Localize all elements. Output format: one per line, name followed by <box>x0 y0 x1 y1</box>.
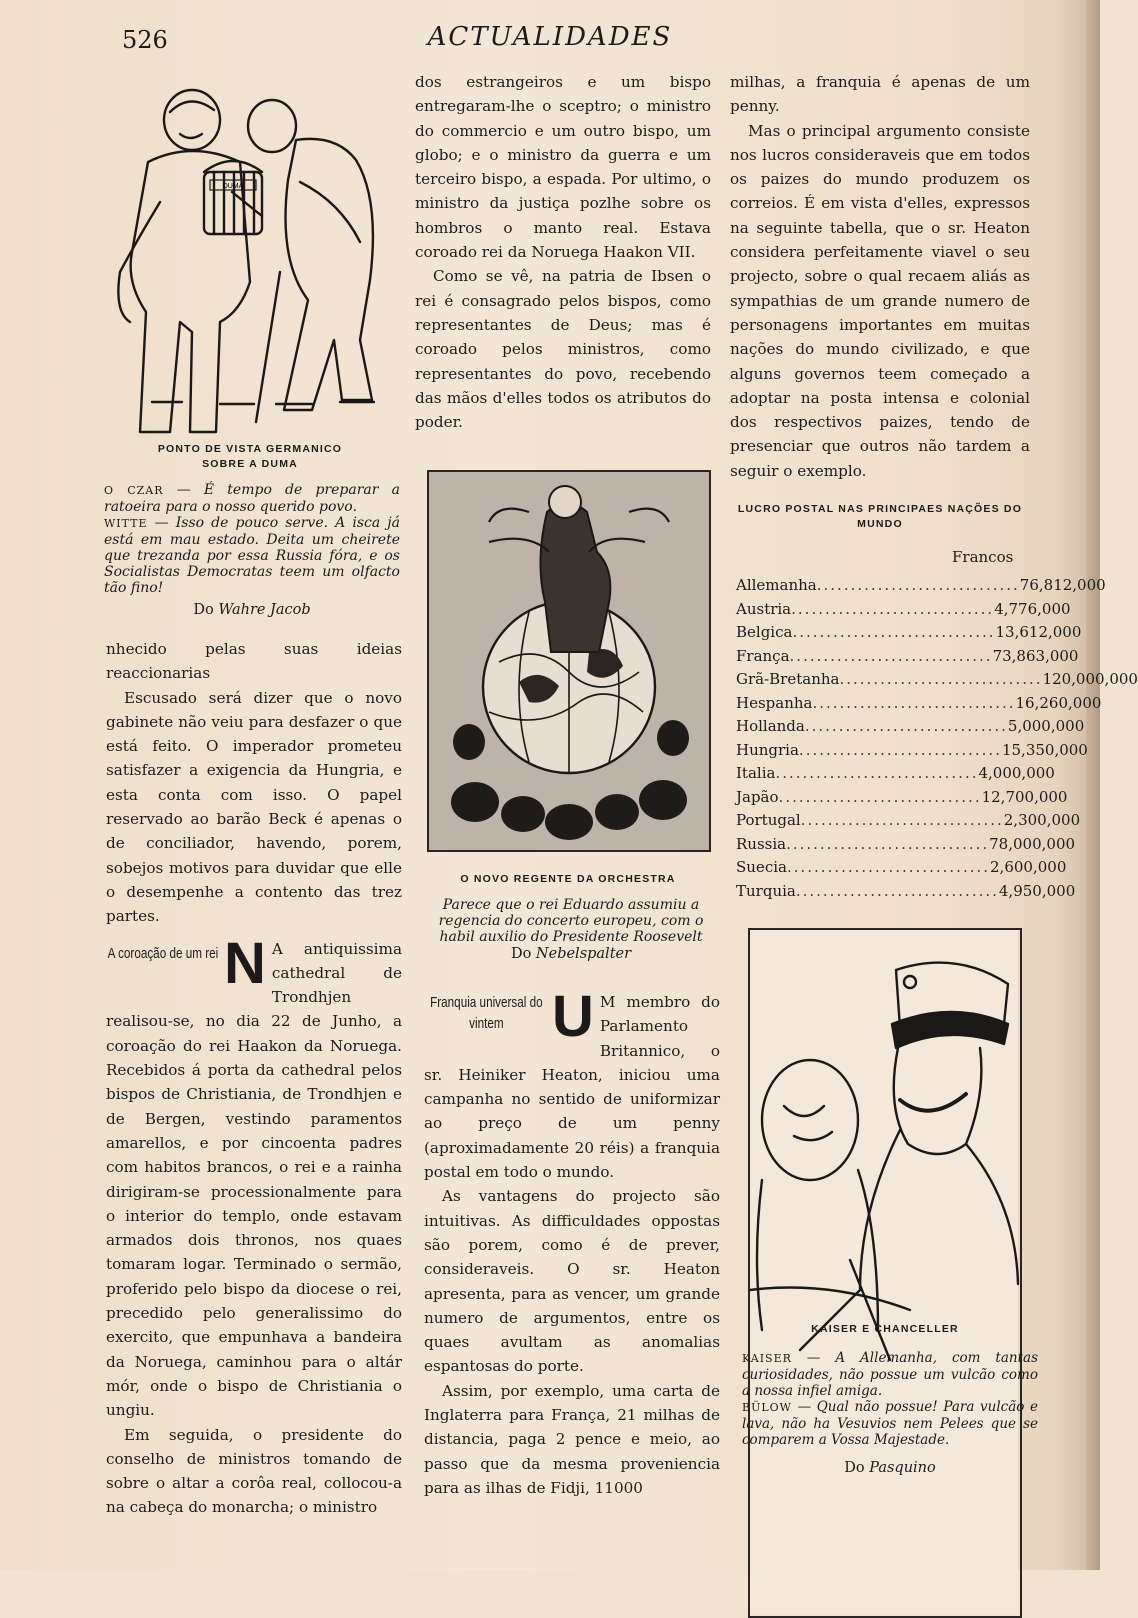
col1-paragraph-1: nhecido pelas suas ideias reaccionarias <box>106 640 402 683</box>
cartoon2-source <box>424 946 718 962</box>
cartoon2-source-prefix: Do <box>510 946 536 962</box>
table-cell-value: 2,600,000 <box>990 858 1067 876</box>
col2-section-franquia <box>424 984 720 1184</box>
table-cell-country: Belgica <box>736 623 793 641</box>
table-cell-value: 120,000,000 <box>1042 670 1138 688</box>
table-leader-dots: .............................. <box>789 646 993 665</box>
col2-section-head: Franquia universal do vintem <box>430 994 543 1032</box>
table-cell-country: Grã-Bretanha <box>736 670 840 688</box>
cartoon1-source-name: Wahre Jacob <box>218 602 311 618</box>
table-cell-country: Hollanda <box>736 717 805 735</box>
column-1-text <box>106 637 402 1520</box>
col2-sidehead-wrap <box>424 990 552 1046</box>
table-cell-country: Italia <box>736 764 776 782</box>
col3-paragraph-1: milhas, a franquia é apenas de um penny. <box>730 73 1030 116</box>
cartoon-orchestra-illustration <box>429 472 709 850</box>
postal-profit-table <box>736 574 1138 903</box>
table-leader-dots: .............................. <box>816 576 1020 594</box>
col2-dropcap: U <box>552 984 594 1049</box>
postal-table-unit: Francos <box>952 548 1014 566</box>
cartoon1-source-prefix: Do <box>193 602 219 618</box>
table-cell-value: 16,260,000 <box>1015 693 1102 712</box>
cartoon3-line-bulow: — Qual não possue! Para vulcão e lava, não ha Vesuvios nem Pelees que se comparem a Vossa Majestade. <box>742 1399 1038 1448</box>
cartoon3-speaker-kaiser: KAISER <box>742 1352 792 1365</box>
table-cell-country: Suecia <box>736 858 787 876</box>
page-spine <box>1086 0 1100 1570</box>
table-row <box>736 809 1081 833</box>
cartoon1-dialogue <box>104 482 400 596</box>
table-leader-dots: .............................. <box>798 740 1002 759</box>
table-cell-value: 76,812,000 <box>1019 576 1106 594</box>
col1-section-coroacao <box>106 930 402 1423</box>
cartoon3-line-kaiser: — A Allemanha, com tantas curiosidades, não possue um vulcão como a nossa infiel amiga. <box>742 1350 1038 1399</box>
table-row <box>736 833 1076 857</box>
table-row <box>736 786 1068 810</box>
table-row <box>736 645 1079 669</box>
table-leader-dots: .............................. <box>786 834 990 853</box>
table-row <box>736 739 1088 763</box>
table-cell-value: 73,863,000 <box>992 646 1079 665</box>
cartoon2-caption: Parece que o rei Eduardo assumiu a regencia do concerto europeu, com o habil auxilio do Presidente Roosevelt <box>438 897 704 945</box>
cartoon1-line-witte: — Isso de pouco serve. A isca já está em mau estado. Deita um cheirete que trezanda por essa Russia fóra, e os Socialistas Democratas teem um olfacto tão fino! <box>104 515 400 596</box>
table-leader-dots: .............................. <box>800 811 1004 829</box>
cartoon2-title: O NOVO REGENTE DA ORCHESTRA <box>460 873 676 885</box>
cartoon3-source-name: Pasquino <box>869 1460 936 1476</box>
table-row <box>736 668 1138 692</box>
col2-paragraph-4: As vantagens do projecto são intuitivas. As difficuldades oppostas são porem, como é de prever, consideraveis. O sr. Heaton apresenta, para as vencer, um grande numero de argumentos, entre os quaes avultam as anomalias espantosas do porte. <box>424 1187 720 1376</box>
table-cell-value: 4,000,000 <box>978 764 1055 782</box>
table-cell-country: Russia <box>736 834 787 853</box>
col1-dropcap: N <box>224 930 266 996</box>
col1-paragraph-2: Escusado será dizer que o novo gabinete não veiu para desfazer o que está feito. O imperador prometeu satisfazer a exigencia da Hungria, e esta conta com isso. O papel reservado ao barão Beck é apenas o de conciliador, havendo, porem, sobejos motivos para duvidar que elle o desempenhe a contento das trez partes. <box>106 688 402 926</box>
cartoon1-title: PONTO DE VISTA GERMANICO SOBRE A DUMA <box>157 443 343 470</box>
table-cell-value: 15,350,000 <box>1001 740 1088 759</box>
table-leader-dots: .............................. <box>778 787 982 806</box>
table-leader-dots: .............................. <box>804 717 1008 735</box>
table-cell-country: Japão <box>736 787 779 806</box>
column-3-text <box>730 70 1030 483</box>
page-number: 526 <box>122 26 168 54</box>
cartoon1-source <box>104 602 400 618</box>
column-2-text-bottom <box>424 984 720 1500</box>
table-cell-value: 5,000,000 <box>1007 717 1085 735</box>
table-row <box>736 574 1106 598</box>
table-leader-dots: .............................. <box>786 858 991 876</box>
postal-table-title: LUCRO POSTAL NAS PRINCIPAES NAÇÕES DO MUNDO <box>737 503 1023 530</box>
running-head: ACTUALIDADES <box>427 22 673 52</box>
cartoon3-source <box>742 1460 1038 1476</box>
cartoon-orchestra-frame <box>427 470 711 852</box>
table-leader-dots: .............................. <box>812 693 1016 712</box>
col1-paragraph-4: Em seguida, o presidente do conselho de ministros tomando de sobre o altar a corôa real, collocou-a na cabeça do monarcha; o ministro <box>106 1425 402 1517</box>
cartoon1-speaker-witte: WITTE <box>104 517 148 530</box>
table-cell-value: 4,950,000 <box>998 881 1076 900</box>
table-cell-value: 78,000,000 <box>989 834 1076 853</box>
table-cell-country: Hungria <box>736 740 799 759</box>
cartoon-czar-witte-illustration <box>100 72 390 432</box>
table-row <box>736 762 1055 786</box>
table-row <box>736 692 1102 716</box>
table-leader-dots: .............................. <box>792 623 996 641</box>
table-leader-dots: .............................. <box>839 670 1043 688</box>
table-row <box>736 856 1067 880</box>
col3-paragraph-2: Mas o principal argumento consiste nos lucros consideraveis que em todos os paizes do mundo produzem os correios. É em vista d'elles, expressos na seguinte tabella, que o sr. Heaton considera perfeitamente viavel o seu projecto, sobre o qual recaem aliás as sympathias de um grande numero de personagens importantes em muitas nações do mundo civilizado, e que alguns governos teem começado a adoptar na posta intensa e colonial dos respectivos paizes, tendo de presenciar que outros não tardem a seguir o exemplo. <box>730 121 1030 480</box>
table-row <box>736 621 1082 645</box>
table-cell-country: Turquia <box>736 881 796 900</box>
col2-paragraph-2: Como se vê, na patria de Ibsen o rei é consagrado pelos bispos, como representantes de Deus; mas é coroado pelos ministros, como representantes do povo, recebendo das mãos d'elles todos os atributos do poder. <box>415 267 711 432</box>
table-leader-dots: .............................. <box>791 599 995 618</box>
col1-paragraph-3: A antiquissima cathedral de Trondhjen realisou-se, no dia 22 de Junho, a coroação do rei Haakon da Noruega. Recebidos á porta da cathedral pelos bispos de Christiania, de Trondhjen e de Bergen, vestindo paramentos amarellos, e por cincoenta padres com habitos brancos, o rei e a rainha dirigiram-se processionalmente para o interior do templo, onde estavam armados dois thronos, nos quaes tomaram logar. Terminado o sermão, proferido pelo bispo da diocese o rei, precedido pelo generalissimo do exercito, que empunhava a bandeira da Noruega, caminhou para o altár mór, onde o bispo de Christiania o ungiu. <box>106 939 402 1420</box>
table-leader-dots: .............................. <box>795 881 999 900</box>
col2-paragraph-3: M membro do Parlamento Britannico, o sr. Heiniker Heaton, iniciou uma campanha no sentido de uniformizar ao preço de um penny (aproximadamente 20 réis) a franquia postal em todo o mundo. <box>424 993 720 1182</box>
col1-sidehead-wrap <box>106 937 224 997</box>
table-row <box>736 880 1076 904</box>
table-leader-dots: .............................. <box>775 764 979 782</box>
table-cell-country: Allemanha <box>736 576 817 594</box>
table-cell-country: Hespanha <box>736 693 813 712</box>
col2-paragraph-1: dos estrangeiros e um bispo entregaram-lhe o sceptro; o ministro do commercio e um outro bispo, um globo; e o ministro da guerra e um terceiro bispo, a espada. Por ultimo, o ministro da justiça pozlhe sobre os hombros o manto real. Estava coroado rei da Noruega Haakon VII. <box>415 73 711 262</box>
cartoon2-source-name: Nebelspalter <box>535 946 632 962</box>
column-2-text-top <box>415 70 711 434</box>
cartoon-cage-label: DUMA <box>222 183 244 190</box>
table-cell-value: 4,776,000 <box>994 599 1071 618</box>
table-cell-value: 12,700,000 <box>981 787 1068 806</box>
cartoon3-title: KAISER E CHANCELLER <box>811 1323 959 1335</box>
table-cell-value: 13,612,000 <box>995 623 1082 641</box>
cartoon1-speaker-czar: O CZAR <box>104 484 164 497</box>
cartoon3-dialogue <box>742 1350 1038 1448</box>
table-cell-country: França <box>736 646 790 665</box>
table-row <box>736 598 1071 622</box>
cartoon1-line-czar: — É tempo de preparar a ratoeira para o nosso querido povo. <box>104 482 400 515</box>
col1-section-head: A coroação de um rei <box>107 944 219 962</box>
table-cell-value: 2,300,000 <box>1003 811 1081 829</box>
cartoon3-source-prefix: Do <box>844 1460 870 1476</box>
cartoon-kaiser-chanceller-illustration <box>750 930 1018 1614</box>
table-row <box>736 715 1085 739</box>
table-cell-country: Portugal <box>736 811 801 829</box>
cartoon3-speaker-bulow: BÜLOW <box>742 1401 792 1414</box>
table-cell-country: Austria <box>736 599 792 618</box>
col2-paragraph-5: Assim, por exemplo, uma carta de Inglaterra para França, 21 milhas de distancia, paga 2 pence e meio, ao passo que da mesma proveniencia para as ilhas de Fidji, 11000 <box>424 1381 720 1497</box>
